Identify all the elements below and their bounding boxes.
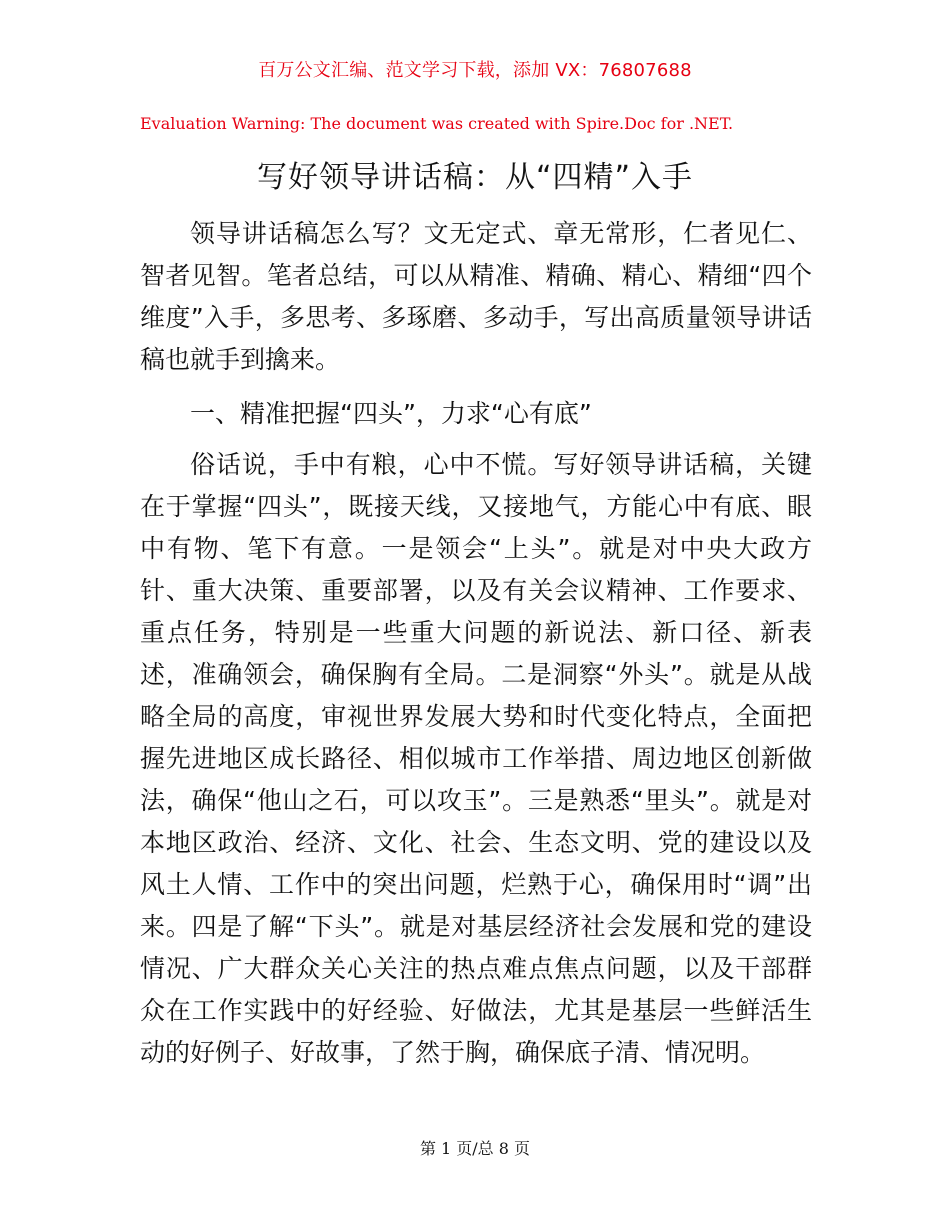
page-indicator: 第 1 页/总 8 页 xyxy=(419,1139,531,1158)
page-title: 写好领导讲话稿：从“四精”入手 xyxy=(256,160,694,195)
header-banner: 百万公文汇编、范文学习下载，添加 VX：76807688 xyxy=(258,60,692,81)
section-heading: 一、精准把握“四头”，力求“心有底” xyxy=(190,399,592,428)
paragraph-intro: 领导讲话稿怎么写？文无定式、章无常形，仁者见仁、智者见智。笔者总结，可以从精准、精确、精心、精细“四个维度”入手，多思考、多琢磨、多动手，写出高质量领导讲话稿也就手到擒来。 xyxy=(140,219,812,374)
evaluation-warning: Evaluation Warning: The document was created with Spire.Doc for .NET. xyxy=(140,114,734,133)
paragraph-body: 俗话说，手中有粮，心中不慌。写好领导讲话稿，关键在于掌握“四头”，既接天线，又接地气，方能心中有底、眼中有物、笔下有意。一是领会“上头”。就是对中央大政方针、重大决策、重要部署，以及有关会议精神、工作要求、重点任务，特别是一些重大问题的新说法、新口径、新表述，准确领会，确保胸有全局。二是洞察“外头”。就是从战略全局的高度，审视世界发展大势和时代变化特点，全面把握先进地区成长路径、相似城市工作举措、周边地区创新做法，确保“他山之石，可以攻玉”。三是熟悉“里头”。就是对本地区政治、经济、文化、社会、生态文明、党的建设以及风土人情、工作中的突出问题，烂熟于心，确保用时“调”出来。四是了解“下头”。就是对基层经济社会发展和党的建设情况、广大群众关心关注的热点难点焦点问题，以及干部群众在工作实践中的好经验、好做法，尤其是基层一些鲜活生动的好例子、好故事，了然于胸，确保底子清、情况明。 xyxy=(140,450,812,1067)
